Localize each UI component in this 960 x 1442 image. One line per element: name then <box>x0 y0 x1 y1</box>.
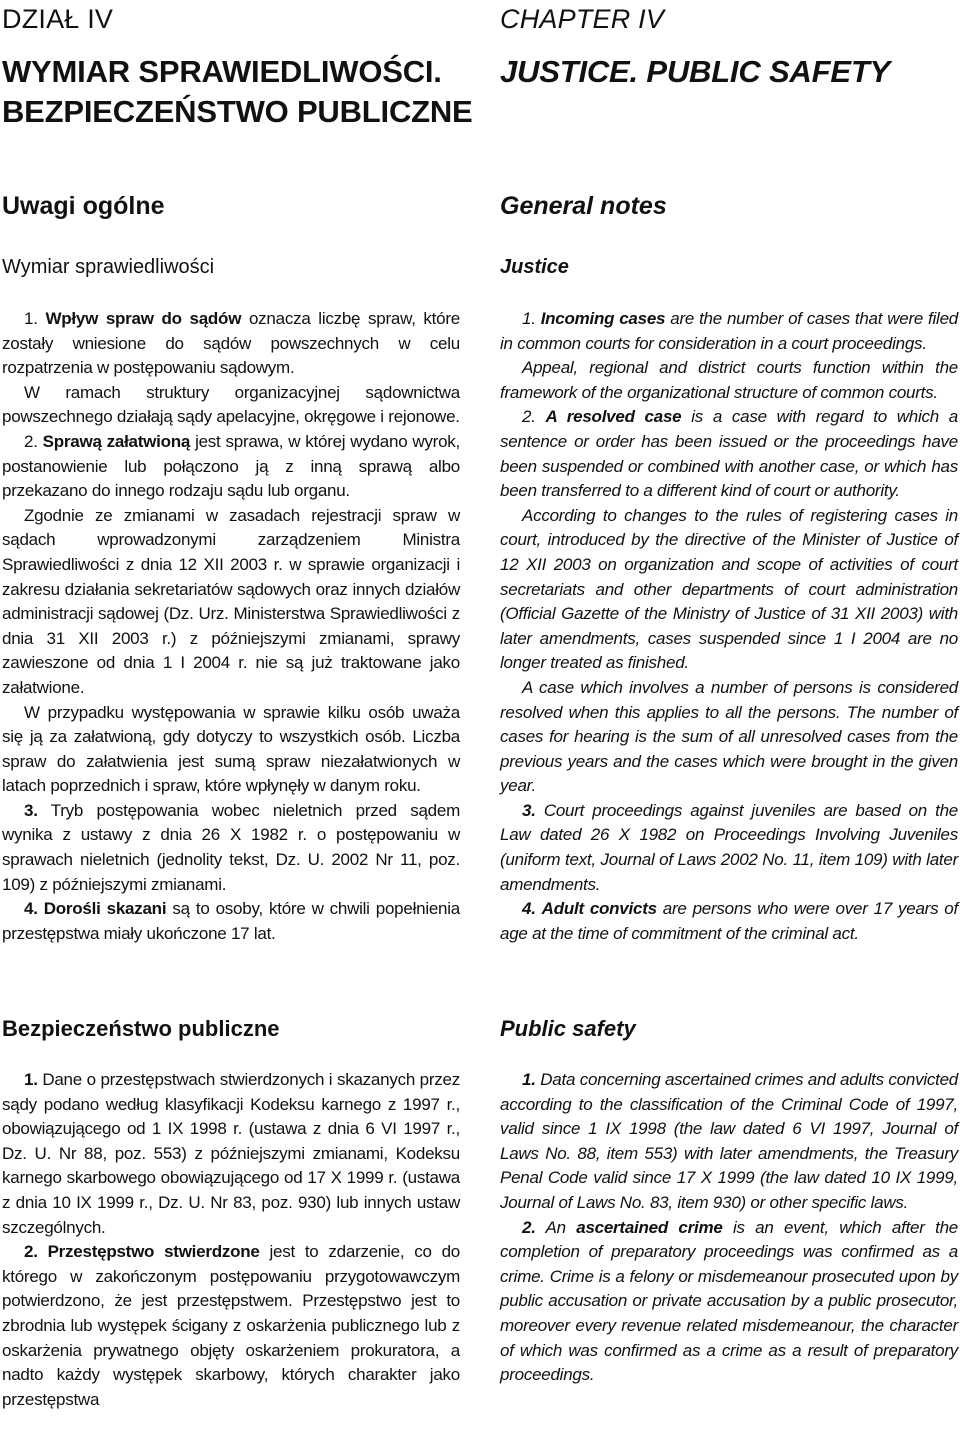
defined-term: Incoming cases <box>540 309 666 328</box>
chapter-label: CHAPTER IV <box>500 4 665 34</box>
defined-term: Adult convicts <box>541 899 657 919</box>
chapter-title <box>2 52 473 132</box>
defined-term: Wpływ spraw do sądów <box>45 309 242 328</box>
note-text: jest sprawa, w której wydano wyrok, postanowienie lub połączono ją z inną sprawą albo przekazano do innego rodzaju sądu lub organu. <box>2 431 460 501</box>
public-safety-notes <box>2 1068 460 1412</box>
note-text: are the number of cases that were filed in common courts for consideration in a court proceedings. <box>500 309 958 353</box>
note-number: 2. <box>24 1242 38 1262</box>
section-title: General notes <box>500 192 667 220</box>
defined-term: Dorośli skazani <box>43 899 167 919</box>
note-2-continued-2: A case which involves a number of persons is considered resolved when this applies to all the persons. The number of cases for hearing is the sum of all unresolved cases from the previous years and the cases which were brought in the given year. <box>500 677 958 796</box>
note-3 <box>500 799 958 897</box>
note-number: 1. <box>24 1070 38 1089</box>
note-number: 1. <box>522 1070 536 1089</box>
subsection-title: Wymiar sprawiedliwości <box>2 256 215 278</box>
note-number: 2. <box>522 407 536 427</box>
note-number: 1. <box>522 309 536 328</box>
note-1 <box>500 1068 958 1216</box>
note-text: są to osoby, które w chwili popełnienia przestępstwa miały ukończone 17 lat. <box>2 899 460 943</box>
chapter-title-line-2: BEZPIECZEŃSTWO PUBLICZNE <box>2 94 473 129</box>
public-safety-notes <box>500 1068 958 1388</box>
note-number: 4. <box>522 899 536 919</box>
note-number: 4. <box>24 899 38 919</box>
defined-term: A resolved case <box>545 407 682 427</box>
chapter-title: JUSTICE. PUBLIC SAFETY <box>500 54 891 89</box>
note-text: is an event, which after the completion of preparatory proceedings was confirmed as a crime. Crime is a felony or misdemeanour prosecuted upon by public accusation or private accusation by a public prosecutor, moreover every revenue related misdemeanour, the character of which was confirmed as a crime as a result of preparatory proceedings. <box>500 1217 958 1385</box>
note-4 <box>2 897 460 946</box>
justice-notes <box>500 307 958 946</box>
note-number: 1. <box>24 309 38 328</box>
note-text: Tryb postępowania wobec nieletnich przed sądem wynika z ustawy z dnia 26 X 1982 r. o postępowaniu w sprawach nieletnich (jednolity tekst, Dz. U. 2002 Nr 11, poz. 109) z późniejszymi zmianami. <box>2 800 460 894</box>
defined-term: ascertained crime <box>576 1217 723 1237</box>
note-2-continued: Zgodnie ze zmianami w zasadach rejestracji spraw w sądach wprowadzonymi zarządzeniem Ministra Sprawiedliwości z dnia 12 XII 2003 r. w sprawie organizacji i zakresu działania sekretariatów sądowych oraz innych działów administracji sądowej (Dz. Urz. Ministerstwa Sprawiedliwości z dnia 31 XII 2003 r.) z późniejszymi zmianami, sprawy zawieszone od dnia 1 I 2004 r. nie są już traktowane jako załatwione. <box>2 505 460 697</box>
note-2 <box>500 405 958 503</box>
note-2 <box>2 1240 460 1412</box>
note-1 <box>500 307 958 356</box>
note-2 <box>500 1216 958 1388</box>
note-text: is a case with regard to which a sentence or order has been issued or the proceedings have been suspended or combined with another case, or which has been transferred to a different kind of court or authority. <box>500 407 958 501</box>
section-title: Uwagi ogólne <box>2 192 165 220</box>
note-number: 3. <box>522 800 536 820</box>
defined-term: Sprawą załatwioną <box>42 431 191 451</box>
note-2-continued: According to changes to the rules of registering cases in court, introduced by the directive of the Minister of Justice of 12 XII 2003 on organization and scope of activities of court secretariats and other departments of court administration (Official Gazette of the Ministry of Justice of 31 XII 2003) with later amendments, cases suspended since 1 I 2004 are no longer treated as finished. <box>500 505 958 673</box>
note-text: jest to zdarzenie, co do którego w zakończonym postępowaniu przygotowawczym potwierdzono, że jest przestępstwem. Przestępstwo jest to zbrodnia lub występek ścigany z oskarżenia publicznego lub z oskarżenia prywatnego objęty oskarżeniem prokuratora, a nadto każdy występek skarbowy, których charakter jako przestępstwa <box>2 1242 460 1409</box>
note-text: are persons who were over 17 years of age at the time of commitment of the criminal act. <box>500 899 958 943</box>
note-3 <box>2 799 460 897</box>
note-4 <box>500 897 958 946</box>
justice-notes <box>2 307 460 946</box>
section-2-title: Public safety <box>500 1016 636 1041</box>
note-number: 3. <box>24 800 38 820</box>
note-number: 2. <box>522 1217 536 1237</box>
chapter-title-line-1: WYMIAR SPRAWIEDLIWOŚCI. <box>2 54 442 89</box>
note-text-prefix: An <box>545 1217 566 1237</box>
section-2-title: Bezpieczeństwo publiczne <box>2 1016 280 1041</box>
note-1 <box>2 307 460 381</box>
note-1-continued: W ramach struktury organizacyjnej sądownictwa powszechnego działają sądy apelacyjne, okręgowe i rejonowe. <box>2 382 460 427</box>
chapter-label: DZIAŁ IV <box>2 4 114 34</box>
note-text: Court proceedings against juveniles are based on the Law dated 26 X 1982 on Proceedings Involving Juveniles (uniform text, Journal of Laws 2002 No. 11, item 109) with later amendments. <box>500 800 958 894</box>
defined-term: Przestępstwo stwierdzone <box>47 1242 260 1262</box>
note-number: 2. <box>24 431 38 451</box>
subsection-title: Justice <box>500 256 569 278</box>
note-2 <box>2 430 460 504</box>
note-1-continued: Appeal, regional and district courts function within the framework of the organizational structure of common courts. <box>500 358 958 402</box>
note-text: Dane o przestępstwach stwierdzonych i skazanych przez sądy podano według klasyfikacji Kodeksu karnego z 1997 r., obowiązującego od 1 IX 1998 r. (ustawa z dnia 6 VI 1997 r., Dz. U. Nr 88, poz. 553) z późniejszymi zmianami, Kodeksu karnego skarbowego obowiązującego od 17 X 1999 r. (ustawa z dnia 10 IX 1999 r., Dz. U. Nr 83, poz. 930) lub innych ustaw szczególnych. <box>2 1070 460 1237</box>
note-1 <box>2 1068 460 1240</box>
note-2-continued-2: W przypadku występowania w sprawie kilku osób uważa się ją za załatwioną, gdy dotyczy to wszystkich osób. Liczba spraw do załatwienia jest sumą spraw niezałatwionych w latach poprzednich i spraw, które wpłynęły w danym roku. <box>2 702 460 796</box>
note-text: Data concerning ascertained crimes and adults convicted according to the classification of the Criminal Code of 1997, valid since 1 IX 1998 (the law dated 6 VI 1997, Journal of Laws No. 88, item 553) with later amendments, the Treasury Penal Code valid since 17 X 1999 (the law dated 10 IX 1999, Journal of Laws No. 83, item 930) or other specific laws. <box>500 1070 958 1212</box>
note-text: oznacza liczbę spraw, które zostały wniesione do sądów powszechnych w celu rozpatrzenia w postępowaniu sądowym. <box>2 309 460 378</box>
